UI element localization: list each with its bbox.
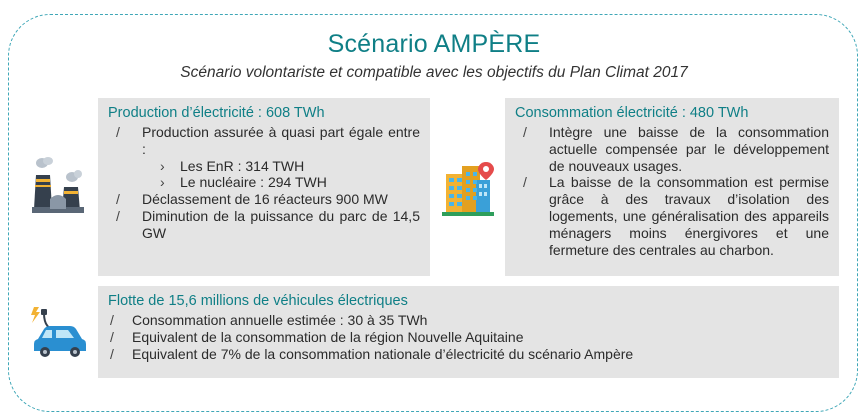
list-item: / Equivalent de la consommation de la région Nouvelle Aquitaine [110, 328, 524, 345]
page-subtitle: Scénario volontariste et compatible avec les objectifs du Plan Climat 2017 [180, 64, 688, 81]
sub-list-item: › Les EnR : 314 TWH [160, 157, 305, 174]
bullet-marker: / [523, 124, 527, 140]
consommation-title: Consommation électricité : 480 TWh [515, 105, 749, 121]
bullet-marker: / [110, 345, 114, 362]
city-buildings-icon [440, 160, 496, 216]
sub-list-item: › Le nucléaire : 294 TWH [160, 174, 327, 191]
sub-bullet-marker: › [160, 174, 165, 191]
consommation-panel [505, 98, 839, 276]
production-title: Production d’électricité : 608 TWh [108, 105, 325, 121]
page-title: Scénario AMPÈRE [327, 30, 541, 58]
electric-car-icon [28, 303, 90, 359]
sub-bullet-marker: › [160, 157, 165, 174]
bullet-marker: / [116, 207, 120, 224]
bullet-marker: / [110, 312, 114, 328]
list-item: / Diminution de la puissance du parc de 14,5 GW [116, 207, 420, 241]
list-item: / Consommation annuelle estimée : 30 à 35 TWh [110, 312, 428, 328]
bullet-marker: / [523, 174, 527, 191]
flotte-title: Flotte de 15,6 millions de véhicules électriques [108, 293, 408, 309]
list-item: / La baisse de la consommation est permise grâce à des travaux d’isolation des logements, une généralisation des appareils ménagers moins énergivores et une fermeture des centrales au charbon. [523, 174, 829, 258]
list-item: / Production assurée à quasi part égale entre : [116, 124, 420, 157]
bullet-marker: / [110, 328, 114, 345]
bullet-marker: / [116, 191, 120, 208]
flotte-panel [98, 286, 839, 378]
list-item: / Déclassement de 16 réacteurs 900 MW [116, 191, 388, 208]
list-item: / Intègre une baisse de la consommation actuelle compensée par le développement de nouveaux usages. [523, 124, 829, 174]
list-item: / Equivalent de 7% de la consommation nationale d’électricité du scénario Ampère [110, 345, 634, 362]
bullet-marker: / [116, 124, 120, 140]
power-plant-icon [30, 155, 86, 215]
production-panel [98, 98, 430, 276]
